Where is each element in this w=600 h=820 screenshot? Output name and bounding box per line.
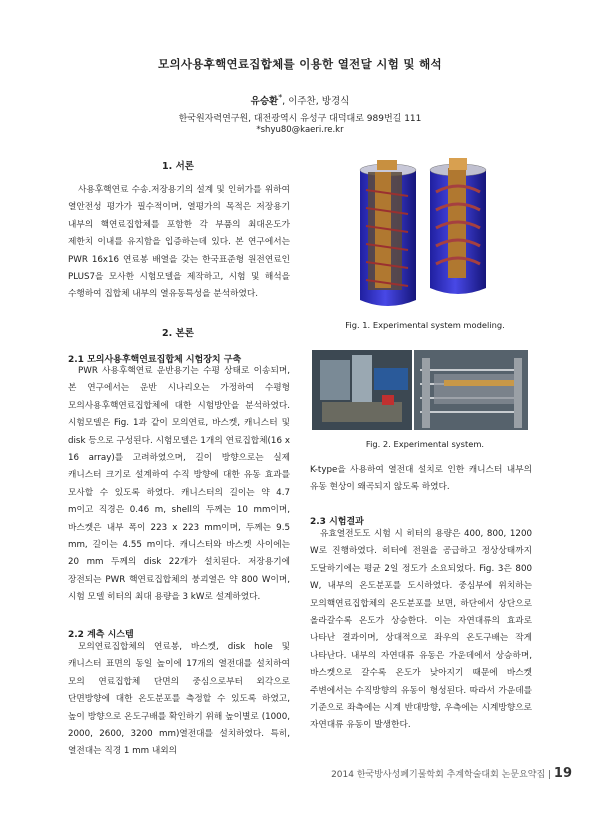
main-author: 유승환 xyxy=(250,96,279,108)
subsection-2-2-continued: K-type을 사용하여 열전대 설치로 인한 캐니스터 내부의 유동 현상이 왜곡되지 않도록 하였다. xyxy=(310,465,532,493)
figure-2-photo-right xyxy=(414,350,528,430)
subsection-2-1-body: PWR 사용후핵연료 운반용기는 수평 상태로 이송되며, 본 연구에서는 운반 시나리오는 가정하여 수평형 모의사용후핵연료집합체에 대한 시험방안을 분석하였다. 시험모델은 Fig. 1과 같이 모의연료, 바스켓, 캐니스터 및 disk 등으로 구성된다. 시험모델은 1개의 연료집합체(16 x 16 array)를 고려하였으며, 길이 방향으로는 실제 캐니스터 크기로 설계하여 수직 방향에 대한 유동 효과를 모사할 수 있도록 하였다. 캐니스터의 길이는 약 4.7 m이고 직경은 0.46 m, shell의 두께는 10 mm이며, 바스켓은 내부 폭이 223 x 223 mm이며, 두께는 9.5 mm, 길이는 4.55 m이다. 캐니스터와 바스켓 사이에는 20 mm 두께의 disk 22개가 설치된다. 저장용기에 장전되는 PWR 핵연료집합체의 붕괴열은 약 800 W이며, 시험 모델 히터의 최대 용량을 3 kW로 설계하였다. xyxy=(68,366,290,603)
author-line xyxy=(0,93,600,107)
paper-title: 모의사용후핵연료집합체를 이용한 열전달 시험 및 해석 xyxy=(158,57,442,71)
subsection-2-1-heading: 2.1 모의사용후핵연료집합체 시험장치 구축 xyxy=(68,355,242,365)
figure-1-caption: Fig. 1. Experimental system modeling. xyxy=(345,320,505,330)
author-email: *shyu80@kaeri.re.kr xyxy=(256,125,344,135)
page-number: 19 xyxy=(553,766,572,781)
figure-2-caption: Fig. 2. Experimental system. xyxy=(365,439,485,449)
page-footer xyxy=(331,766,572,781)
subsection-2-3-body: 유효열전도도 시험 시 히터의 용량은 400, 800, 1200 W로 진행하였다. 히터에 전원을 공급하고 정상상태까지 도달하기에는 평균 2일 정도가 소요되었다. Fig. 3은 800 W, 내부의 온도분포를 도시하였다. 중심부에 위치하는 모의핵연료집합체의 온도분포를 보면, 하단에서 상단으로 올라갈수록 온도가 상승한다. 이는 자연대류의 효과로 나타난 결과이며, 상대적으로 좌우의 온도구배는 작게 나타난다. 내부의 자연대류 유동은 가운데에서 상승하며, 바스켓으로 갈수록 온도가 낮아지기 때문에 바스켓 주변에서는 수직방향의 유동이 형성된다. 따라서 가운데를 기준으로 좌측에는 시계 반대방향, 우측에는 시계방향으로 자연대류 유동이 발생한다. xyxy=(310,529,532,731)
subsection-2-2-heading: 2.2 계측 시스템 xyxy=(68,630,134,640)
basket-assembly-model xyxy=(430,158,486,294)
canister-cutaway-model xyxy=(360,160,416,306)
proceedings-name: 2014 한국방사성폐기물학회 추계학술대회 논문요약집 xyxy=(331,770,546,780)
co-authors: , 이주찬, 방경식 xyxy=(282,96,350,108)
corresponding-mark: * xyxy=(278,93,283,102)
subsection-2-3-heading: 2.3 시험결과 xyxy=(310,517,364,527)
affiliation: 한국원자력연구원, 대전광역시 유성구 대덕대로 989번길 111 xyxy=(178,114,422,124)
footer-separator: | xyxy=(545,770,554,780)
figure-2-photo-left xyxy=(312,350,412,430)
section-1-body: 사용후핵연료 수송.저장용기의 설계 및 인허가를 위하여 열안전성 평가가 필수적이며, 열평가의 목적은 저장용기 내부의 핵연료집합체를 포함한 각 부품의 최대온도가 제한치 이내를 유지함을 입증하는데 있다. 본 연구에서는 PWR 16x16 연료봉 배열을 갖는 한국표준형 원전연료인 PLUS7을 모사한 시험모델을 제작하고, 시험 및 해석을 수행하여 집합체 내부의 열유동특성을 분석하였다. xyxy=(68,185,290,300)
section-2-heading: 2. 본론 xyxy=(162,328,194,339)
figure-1-image xyxy=(320,150,535,315)
subsection-2-2-body: 모의연료집합체의 연료봉, 바스켓, disk hole 및 캐니스터 표면의 동일 높이에 17개의 열전대를 설치하여 모의 연료집합체 단면의 중심으로부터 외각으로 단면방향에 대한 온도분포를 측정할 수 있도록 하였고, 높이 방향으로 온도구배를 확인하기 위해 높이별로 (1000, 2000, 2600, 3200 mm)열전대를 설치하였다. 특히, 열전대는 직경 1 mm 내외의 xyxy=(68,642,290,757)
section-1-heading: 1. 서론 xyxy=(162,161,194,172)
